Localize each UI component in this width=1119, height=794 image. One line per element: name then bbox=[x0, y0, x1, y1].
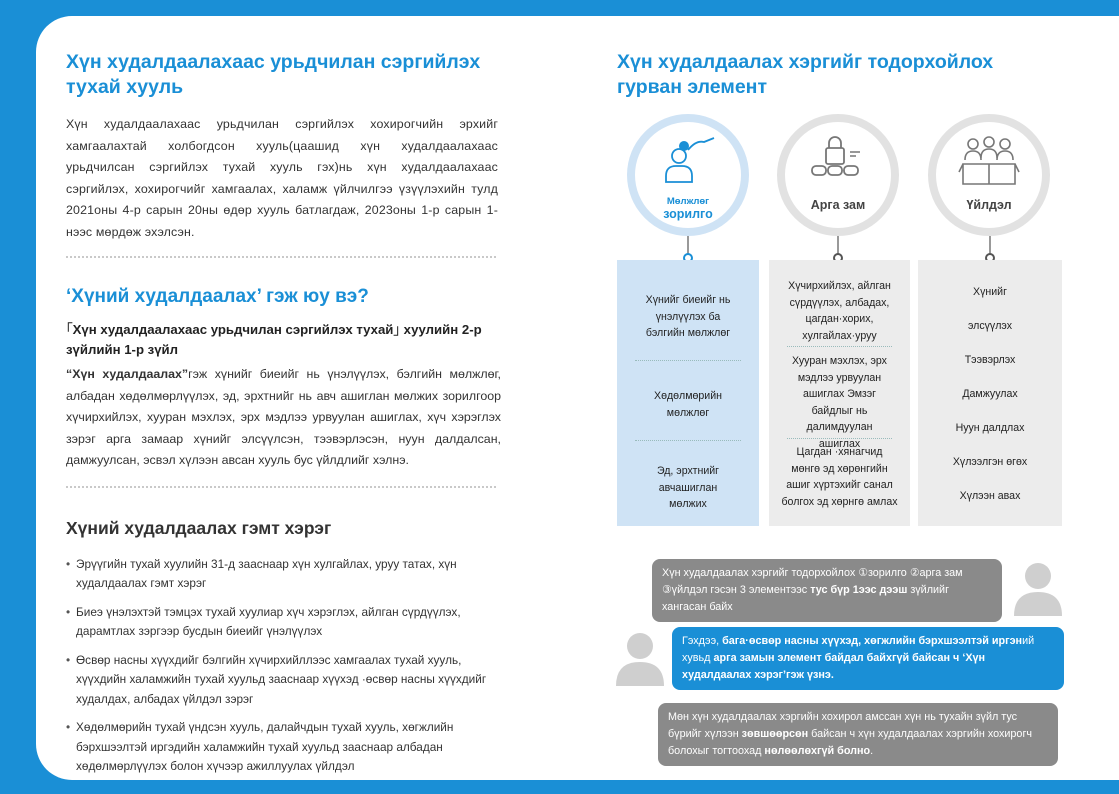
list-item: Хүнийг bbox=[973, 286, 1007, 298]
list-item: Эд, эрхтнийг авчашиглан мөлжих bbox=[656, 465, 720, 510]
list-item: • Өсвөр насны хүүхдийг бэлгийн хүчирхийллээс хамгаалах тухай хууль, хүүхдийн халамжийн тухай хуульд зааснаар хүүхэд ·өсвөр насны хүүхдийг худалдах, албадах үйлдэл зэрэг bbox=[66, 651, 506, 710]
avatar-icon bbox=[1012, 558, 1064, 616]
chain-lock-icon bbox=[808, 134, 868, 186]
list-item: элсүүлэх bbox=[967, 320, 1012, 332]
list-item: Нуун далдлах bbox=[955, 422, 1025, 434]
list-item: Хууран мэхлэх, эрх мэдлээ урвуулан ашиглах Эмзэг байдлыг нь далимдуулан ашиглах bbox=[792, 355, 887, 450]
avatar-icon bbox=[614, 628, 666, 686]
element-circle-action bbox=[928, 114, 1050, 236]
action-column bbox=[918, 260, 1062, 526]
left-column bbox=[66, 50, 506, 786]
connector bbox=[687, 236, 689, 254]
connector bbox=[837, 236, 839, 254]
method-column bbox=[768, 260, 910, 526]
speech-bubble-3: Мөн хүн худалдаалах хэргийн хохирол амссан хүн нь тухайн зүйл тус бүрийг хүлээн зөвшөөрсөн байсан ч хүн худалдаалах хэргийн хохирогч болохыг тогтоохад нөлөөлөхгүй болно. bbox=[658, 703, 1058, 766]
list-item: • Хөдөлмөрийн тухай үндсэн хууль, далайчдын тухай хууль, хөгжлийн бэрхшээлтэй иргэдийн халамжийн тухай хуульд зааснаар албадан хөдөлмөрлүүлэх болон хүчээр ажиллуулах үйлдэл bbox=[66, 718, 506, 777]
what-title: ‘Хүний худалдаалах’ гэж юу вэ? bbox=[66, 286, 369, 307]
what-paragraph bbox=[66, 364, 501, 472]
crime-title: Хүний худалдаалах гэмт хэрэг bbox=[66, 517, 332, 538]
purpose-column bbox=[617, 260, 759, 526]
list-item: Хүлээн авах bbox=[959, 490, 1021, 502]
list-item: Хүнийг биеийг нь үнэлүүлэх ба бэлгийн мөлжлөг bbox=[645, 294, 731, 339]
list-item: Дамжуулах bbox=[962, 388, 1018, 400]
law-paragraph: Хүн худалдаалахаас урьдчилан сэргийлэх хохирогчийн эрхийг хамгаалахтай холбогдсон хууль(цаашид хүн худалдаалахаас урьдчилсан сэргийлэх тухай хууль гэх)нь хүн худалдаалахаас сэргийлэх, хохирогчийг хамгаалах, халамж үйлчилгээ үзүүлэхийн тулд 2021оны 4-р сарын 20ны өдөр хууль батлагдаж, 2023оны 1-р сарын 1-нээс мөрдөж эхэлсэн. bbox=[66, 117, 498, 239]
divider bbox=[66, 256, 496, 258]
what-subtitle: ｢Хүн худалдаалахаас урьдчилан сэргийлэх тухай｣ хуулийн 2-р зүйлийн 1-р зүйл bbox=[66, 322, 482, 357]
speech-bubble-2: Гэхдээ, бага·өсвөр насны хүүхэд, хөгжлийн бэрхшээлтэй иргэний хувьд арга замын элемент байдал байхгүй байсан ч ‘Хүн худалдаалах хэрэг’гэж үзнэ. bbox=[672, 627, 1064, 690]
connector bbox=[989, 236, 991, 254]
element-circle-purpose bbox=[627, 114, 749, 236]
list-item: Хүчирхийлэх, айлган сүрдүүлэх, албадах, цагдан·хорих, хулгайлах·уруу bbox=[788, 280, 891, 342]
list-item: • Эрүүгийн тухай хуулийн 31-д зааснаар хүн хулгайлах, уруу татах, хүн худалдаалах гэмт хэрэг bbox=[66, 555, 506, 594]
what-bold: “Хүн худалдаалах” bbox=[66, 367, 189, 381]
hand-coin-icon bbox=[658, 136, 718, 188]
people-box-icon bbox=[957, 134, 1021, 188]
crime-list bbox=[66, 555, 506, 777]
list-item: • Биеэ үнэлэхтэй тэмцэх тухай хуулиар хүч хэрэглэх, айлган сүрдүүлэх, дарамтлах зэргээр бусдын биеийг үнэлүүлэх bbox=[66, 603, 506, 642]
speech-bubble-1: Хүн худалдаалах хэргийг тодорхойлох ①зорилго ②арга зам ③үйлдэл гэсэн 3 элементээс тус бүр 1ээс дээш зүйлийг хангасан байх bbox=[652, 559, 1002, 622]
list-item: Цагдан ·хянагчид мөнгө эд хөрөнгийн ашиг хүртэхийг санал болгох эд хөрнгө амлах bbox=[781, 446, 898, 508]
law-title: Хүн худалдаалахаас урьдчилан сэргийлэх тухай хууль bbox=[66, 51, 481, 98]
right-title: Хүн худалдаалах хэргийг тодорхойлох гурван элемент bbox=[617, 51, 994, 98]
divider bbox=[66, 486, 496, 488]
element-circle-method bbox=[777, 114, 899, 236]
list-item: Хөдөлмөрийн мөлжлөг bbox=[654, 390, 722, 419]
element-label: Арга зам bbox=[810, 198, 866, 212]
element-label-small: Мөлжлөг bbox=[666, 196, 710, 207]
list-item: Тээвэрлэх bbox=[964, 354, 1016, 366]
element-label: Үйлдэл bbox=[966, 198, 1012, 212]
what-text: гэж хүнийг биеийг нь үнэлүүлэх, бэлгийн мөлжлөг, албадан хөдөлмөрлүүлэх, эд, эрхтнийг нь авч ашиглан мөлжих зорилгоор хүчирхийлэх, хууран мэхлэх, эрх мэдлээ урвуулан ашиглах, хүч хэрэглэх зэрэг арга замаар хүнийг элсүүлсэн, тээвэрлэсэн, нуун далдалсан, дамжуулсан, эсвэл хүлээн авсан хууль бус үйлдлийг хэлнэ. bbox=[66, 367, 501, 467]
list-item: Хүлээлгэн өгөх bbox=[952, 456, 1028, 468]
element-label: зорилго bbox=[663, 207, 713, 221]
